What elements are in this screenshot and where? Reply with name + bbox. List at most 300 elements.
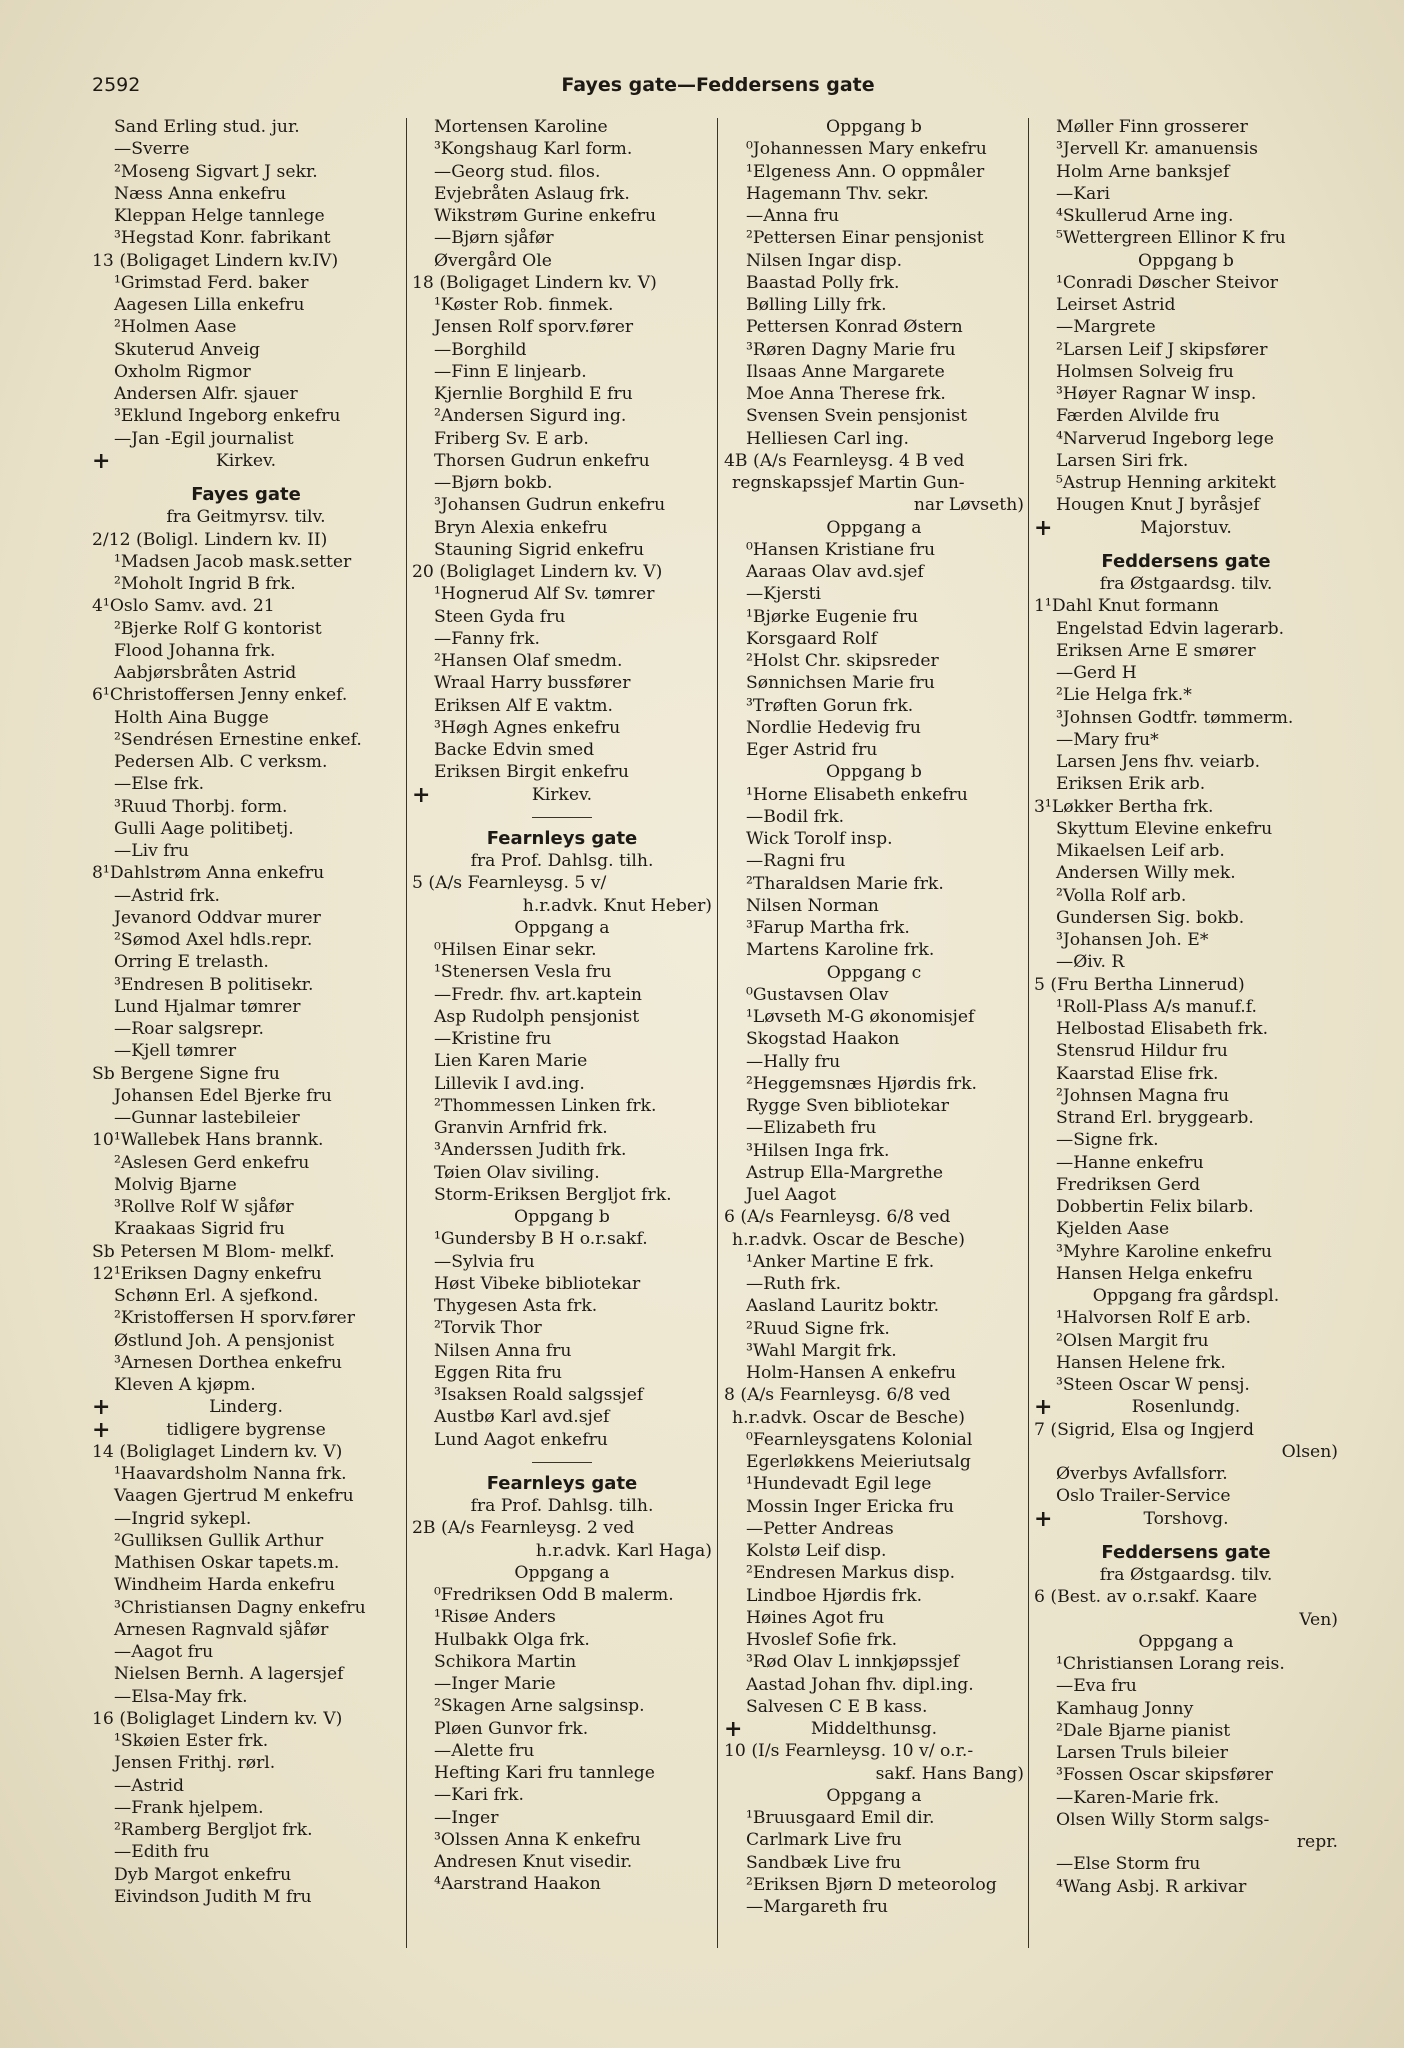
directory-entry: —Else frk.	[114, 774, 205, 795]
cross-street	[1034, 514, 1338, 541]
directory-entry: —Inger	[434, 1807, 499, 1828]
directory-entry: ³Isaksen Roald salgssjef	[434, 1385, 644, 1405]
spacer	[92, 472, 400, 484]
column-2	[412, 116, 712, 2016]
directory-entry: ²Aslesen Gerd enkefru	[114, 1152, 310, 1173]
directory-entry: —Elizabeth fru	[746, 1118, 877, 1139]
directory-entry: Ilsaas Anne Margarete	[746, 361, 945, 382]
directory-entry: Skuterud Anveig	[114, 339, 260, 360]
directory-entry: ²Larsen Leif J skipsfører	[1056, 339, 1268, 360]
directory-entry: ²Pettersen Einar pensjonist	[746, 228, 984, 249]
directory-entry: ²Eriksen Bjørn D meteorolog	[746, 1874, 997, 1895]
directory-entry: Høst Vibeke bibliotekar	[434, 1273, 641, 1294]
directory-entry: ²Kristoffersen H sporv.fører	[114, 1308, 355, 1329]
directory-entry: —Signe frk.	[1056, 1130, 1159, 1151]
directory-entry: ⁵Astrup Henning arkitekt	[1056, 473, 1276, 493]
directory-entry: h.r.advk. Oscar de Besche)	[732, 1229, 965, 1250]
directory-entry: Andresen Knut visedir.	[434, 1852, 633, 1872]
directory-entry: ³Fossen Oscar skipsfører	[1056, 1765, 1273, 1786]
sub-heading: fra Prof. Dahlsg. tilh.	[470, 1496, 654, 1516]
directory-entry: Vaagen Gjertrud M enkefru	[114, 1486, 354, 1507]
sub-heading: Oppgang b	[826, 117, 922, 137]
cross-street	[1034, 1394, 1338, 1421]
directory-entry: ³Christiansen Dagny enkefru	[114, 1597, 366, 1618]
directory-entry: Flood Johanna frk.	[114, 640, 276, 661]
directory-entry: regnskapssjef Martin Gun-	[732, 473, 965, 493]
directory-entry: Hansen Helga enkefru	[1056, 1263, 1253, 1284]
directory-entry: ¹Conradi Døscher Steivor	[1056, 272, 1279, 293]
directory-entry: Kaarstad Elise frk.	[1056, 1063, 1219, 1084]
directory-entry: Wikstrøm Gurine enkefru	[434, 206, 657, 226]
directory-entry: Gulli Aage politibetj.	[114, 818, 294, 839]
directory-entry: Storm-Eriksen Bergljot frk.	[434, 1184, 672, 1205]
directory-entry: ²Endresen Markus disp.	[746, 1563, 956, 1584]
directory-entry: ¹Hognerud Alf Sv. tømrer	[434, 584, 655, 605]
directory-entry: Schønn Erl. A sjefkond.	[114, 1286, 319, 1306]
directory-entry: —Bjørn sjåfør	[434, 228, 554, 249]
directory-entry: —Jan -Egil journalist	[114, 428, 294, 449]
directory-entry: —Liv fru	[114, 841, 189, 861]
directory-entry: Engelstad Edvin lagerarb.	[1056, 618, 1285, 639]
directory-entry: Stensrud Hildur fru	[1056, 1041, 1228, 1062]
directory-entry: ⁰Hilsen Einar sekr.	[434, 940, 597, 960]
cross-street	[92, 1416, 400, 1443]
directory-entry: 8 (A/s Fearnleysg. 6/8 ved	[724, 1385, 951, 1406]
directory-entry: Moe Anna Therese frk.	[746, 384, 946, 404]
directory-entry: Hansen Helene frk.	[1056, 1352, 1226, 1373]
sub-heading: fra Østgaardsg. tilv.	[1099, 574, 1273, 594]
cross-street-label: Torshovg.	[1143, 1508, 1229, 1529]
directory-entry: ³Rollve Rolf W sjåfør	[114, 1197, 294, 1217]
directory-entry: Svensen Svein pensjonist	[746, 406, 967, 427]
directory-entry: —Margareth fru	[746, 1897, 888, 1917]
directory-entry: Rygge Sven bibliotekar	[746, 1096, 949, 1116]
directory-entry: —Bjørn bokb.	[434, 473, 553, 493]
directory-entry: Leirset Astrid	[1056, 295, 1176, 315]
directory-entry: Wraal Harry bussfører	[434, 673, 631, 694]
directory-entry: Granvin Arnfrid frk.	[434, 1118, 608, 1138]
directory-entry: Dobbertin Felix bilarb.	[1056, 1197, 1254, 1217]
directory-entry: Andersen Willy mek.	[1056, 863, 1236, 884]
directory-entry: Kjelden Aase	[1056, 1219, 1170, 1240]
directory-entry: ³Kongshaug Karl form.	[434, 139, 633, 160]
directory-entry: —Øiv. R	[1056, 952, 1125, 973]
spacer	[1034, 1530, 1338, 1542]
directory-entry: Høines Agot fru	[746, 1607, 885, 1628]
directory-entry: ³Ruud Thorbj. form.	[114, 796, 288, 817]
directory-entry: ²Torvik Thor	[434, 1318, 542, 1339]
directory-entry: Friberg Sv. E arb.	[434, 428, 589, 449]
directory-entry: Lindboe Hjørdis frk.	[746, 1585, 923, 1606]
directory-entry: —Gunnar lastebileier	[114, 1108, 300, 1128]
column-divider	[717, 118, 718, 1948]
directory-entry: ³Wahl Margit frk.	[746, 1340, 897, 1361]
directory-entry: 5 (A/s Fearnleysg. 5 v/	[412, 873, 607, 894]
directory-entry: —Inger Marie	[434, 1674, 556, 1694]
directory-entry: Astrup Ella-Margrethe	[746, 1162, 944, 1183]
directory-entry: Eger Astrid fru	[746, 740, 878, 760]
directory-entry: ³Høgh Agnes enkefru	[434, 717, 621, 738]
directory-entry: Johansen Edel Bjerke fru	[114, 1085, 332, 1106]
directory-entry: Holth Aina Bugge	[114, 707, 269, 728]
directory-entry: —Aagot fru	[114, 1642, 214, 1662]
directory-entry: Nilsen Norman	[746, 895, 879, 916]
cross-street-icon: +	[1034, 1394, 1053, 1421]
directory-entry: —Borghild	[434, 339, 527, 360]
directory-entry: Næss Anna enkefru	[114, 183, 287, 204]
directory-entry: ¹Haavardsholm Nanna frk.	[114, 1464, 347, 1484]
directory-entry: Nilsen Anna fru	[434, 1340, 572, 1361]
directory-entry: —Petter Andreas	[746, 1518, 894, 1539]
directory-entry: Asp Rudolph pensjonist	[434, 1006, 640, 1027]
directory-entry: 6 (Best. av o.r.sakf. Kaare	[1034, 1587, 1258, 1608]
directory-entry: Kjernlie Borghild E fru	[434, 384, 633, 404]
directory-entry: Øvergård Ole	[434, 250, 552, 271]
directory-entry: 14 (Boliglaget Lindern kv. V)	[92, 1441, 343, 1462]
directory-entry: ²Olsen Margit fru	[1056, 1330, 1209, 1351]
directory-entry: —Frank hjelpem.	[114, 1797, 264, 1818]
directory-entry: ¹Skøien Ester frk.	[114, 1731, 269, 1751]
spacer	[1034, 539, 1338, 551]
cross-street-icon: +	[92, 1416, 111, 1443]
directory-entry: —Sylvia fru	[434, 1251, 535, 1272]
directory-entry: ²Dale Bjarne pianist	[1056, 1720, 1231, 1741]
directory-entry: Østlund Joh. A pensjonist	[114, 1330, 335, 1351]
directory-entry: 1¹Dahl Knut formann	[1034, 596, 1219, 617]
directory-entry: Jensen Rolf sporv.fører	[434, 317, 634, 338]
directory-entry: Larsen Truls bileier	[1056, 1743, 1228, 1763]
directory-entry: Oxholm Rigmor	[114, 361, 251, 382]
directory-entry: 18 (Boligaget Lindern kv. V)	[412, 272, 657, 293]
directory-entry: —Mary fru*	[1056, 729, 1159, 750]
directory-entry: ⁰Fearnleysgatens Kolonial	[746, 1429, 973, 1450]
directory-entry: Skyttum Elevine enkefru	[1056, 818, 1273, 839]
directory-entry: ⁴Skullerud Arne ing.	[1056, 206, 1234, 226]
directory-entry: Nordlie Hedevig fru	[746, 717, 921, 738]
directory-entry: —Eva fru	[1056, 1676, 1137, 1697]
directory-entry: 7 (Sigrid, Elsa og Ingjerd	[1034, 1419, 1254, 1440]
directory-entry: ³Steen Oscar W pensj.	[1056, 1375, 1250, 1395]
directory-entry: Sandbæk Live fru	[746, 1852, 902, 1873]
cross-street-label: Majorstuv.	[1140, 517, 1232, 538]
directory-entry: —Anna fru	[746, 206, 840, 226]
directory-entry: Mortensen Karoline	[434, 117, 608, 137]
sub-heading: Oppgang a	[1138, 1631, 1234, 1652]
directory-entry: Mikaelsen Leif arb.	[1056, 841, 1225, 861]
directory-entry: Baastad Polly frk.	[746, 272, 900, 293]
cross-street-icon: +	[92, 447, 111, 474]
sub-heading: fra Østgaardsg. tilv.	[1099, 1565, 1273, 1585]
directory-entry: ³Høyer Ragnar W insp.	[1056, 384, 1257, 404]
directory-entry: Molvig Bjarne	[114, 1174, 237, 1195]
directory-entry: Hvoslef Sofie frk.	[746, 1630, 898, 1650]
directory-entry: —Bodil frk.	[746, 806, 845, 827]
directory-entry: Eriksen Alf E vaktm.	[434, 695, 613, 716]
directory-entry: Kamhaug Jonny	[1056, 1698, 1194, 1719]
directory-entry: Olsen Willy Storm salgs-	[1056, 1809, 1270, 1830]
directory-entry: ¹Horne Elisabeth enkefru	[746, 784, 968, 805]
directory-entry: Olsen)	[1281, 1441, 1338, 1462]
directory-entry: —Ragni fru	[746, 851, 846, 872]
directory-entry: ²Ruud Signe frk.	[746, 1318, 890, 1339]
cross-street	[1034, 1505, 1338, 1532]
directory-entry: Pettersen Konrad Østern	[746, 317, 963, 338]
directory-entry: Bølling Lilly frk.	[746, 295, 887, 315]
sub-heading: fra Prof. Dahlsg. tilh.	[470, 851, 654, 871]
directory-entry: —Hally fru	[746, 1051, 841, 1072]
directory-entry: Aabjørsbråten Astrid	[114, 663, 297, 683]
running-title: Fayes gate—Feddersens gate	[561, 74, 875, 96]
directory-entry: —Astrid frk.	[114, 885, 220, 906]
sub-heading: Oppgang a	[826, 1785, 922, 1806]
directory-entry: ³Endresen B politisekr.	[114, 974, 314, 995]
directory-entry: Øverbys Avfallsforr.	[1056, 1464, 1228, 1484]
directory-entry: Aasland Lauritz boktr.	[746, 1296, 940, 1317]
directory-entry: ¹Christiansen Lorang reis.	[1056, 1654, 1285, 1674]
directory-entry: Thygesen Asta frk.	[434, 1296, 598, 1316]
directory-entry: repr.	[1296, 1832, 1338, 1852]
directory-entry: ³Olssen Anna K enkefru	[434, 1829, 641, 1850]
cross-street-icon: +	[92, 1394, 111, 1421]
directory-entry: Pedersen Alb. C verksm.	[114, 752, 328, 772]
directory-entry: Steen Gyda fru	[434, 606, 566, 627]
directory-entry: ¹Grimstad Ferd. baker	[114, 272, 309, 293]
directory-entry: Eriksen Birgit enkefru	[434, 762, 629, 783]
directory-entry: Eggen Rita fru	[434, 1362, 562, 1383]
cross-street-icon: +	[724, 1716, 743, 1742]
directory-entry: 4¹Oslo Samv. avd. 21	[92, 596, 275, 617]
directory-entry: Hulbakk Olga frk.	[434, 1629, 590, 1650]
directory-entry: —Edith fru	[114, 1842, 210, 1863]
directory-entry: ³Johansen Joh. E*	[1056, 930, 1209, 950]
section-divider	[412, 806, 712, 828]
directory-entry: Schikora Martin	[434, 1651, 577, 1672]
directory-entry: Holm Arne banksjef	[1056, 161, 1230, 182]
directory-entry: ²Johnsen Magna fru	[1056, 1085, 1230, 1106]
street-heading: Feddersens gate	[1101, 1541, 1271, 1563]
directory-entry: Larsen Siri frk.	[1056, 450, 1189, 471]
directory-entry: Bryn Alexia enkefru	[434, 517, 608, 538]
directory-entry: ³Rød Olav L innkjøpssjef	[746, 1652, 960, 1673]
directory-entry: Gundersen Sig. bokb.	[1056, 907, 1245, 928]
cross-street-label: tidligere bygrense	[166, 1419, 326, 1440]
directory-entry: Jevanord Oddvar murer	[114, 907, 321, 928]
cross-street-label: Kirkev.	[215, 450, 277, 471]
cross-street-label: Linderg.	[209, 1397, 283, 1418]
directory-entry: Dyb Margot enkefru	[114, 1864, 292, 1885]
directory-entry: Holmsen Solveig fru	[1056, 361, 1234, 382]
directory-entry: —Alette fru	[434, 1740, 535, 1761]
directory-entry: Eriksen Arne E smører	[1056, 640, 1256, 661]
directory-entry: —Margrete	[1056, 317, 1156, 338]
sub-heading: Oppgang b	[826, 762, 922, 783]
directory-entry: Arnesen Ragnvald sjåfør	[114, 1619, 329, 1640]
cross-street-icon: +	[1034, 514, 1053, 541]
directory-entry: —Sverre	[114, 139, 190, 160]
column-1	[92, 116, 400, 2016]
directory-entry: Helbostad Elisabeth frk.	[1056, 1019, 1269, 1039]
directory-entry: ²Sendrésen Ernestine enkef.	[114, 729, 362, 750]
directory-entry: ²Holmen Aase	[114, 317, 237, 338]
directory-entry: 3¹Løkker Bertha frk.	[1034, 796, 1214, 817]
directory-entry: Korsgaard Rolf	[746, 628, 878, 649]
directory-entry: Skogstad Haakon	[746, 1029, 900, 1050]
directory-entry: 6 (A/s Fearnleysg. 6/8 ved	[724, 1207, 951, 1228]
cross-street-label: Kirkev.	[531, 784, 593, 805]
directory-entry: Backe Edvin smed	[434, 740, 595, 760]
directory-entry: Ven)	[1299, 1609, 1338, 1630]
directory-entry: Mathisen Oskar tapets.m.	[114, 1553, 340, 1573]
directory-entry: Helliesen Carl ing.	[746, 428, 909, 449]
directory-entry: ³Hilsen Inga frk.	[746, 1140, 890, 1161]
directory-entry: Hougen Knut J byråsjef	[1056, 495, 1260, 516]
directory-entry: Lien Karen Marie	[434, 1051, 588, 1072]
directory-entry: —Kristine fru	[434, 1029, 552, 1049]
directory-entry: —Fredr. fhv. art.kaptein	[434, 984, 642, 1005]
directory-entry: ¹Gundersby B H o.r.sakf.	[434, 1229, 648, 1250]
directory-entry: —Else Storm fru	[1056, 1854, 1201, 1875]
directory-entry: Færden Alvilde fru	[1056, 406, 1220, 427]
directory-entry: Wick Torolf insp.	[746, 829, 893, 849]
directory-entry: ¹Stenersen Vesla fru	[434, 962, 612, 983]
directory-entry: ³Anderssen Judith frk.	[434, 1140, 627, 1161]
directory-entry: —Kari frk.	[434, 1785, 524, 1806]
column-divider	[406, 118, 407, 1948]
directory-entry: Holm-Hansen A enkefru	[746, 1363, 957, 1383]
directory-entry: h.r.advk. Oscar de Besche)	[732, 1407, 965, 1428]
directory-entry: —Roar salgsrepr.	[114, 1019, 264, 1039]
directory-entry: ²Moholt Ingrid B frk.	[114, 574, 296, 594]
directory-entry: ¹Bruusgaard Emil dir.	[746, 1808, 935, 1828]
directory-entry: ²Holst Chr. skipsreder	[746, 651, 939, 671]
directory-entry: —Ingrid sykepl.	[114, 1508, 252, 1529]
directory-entry: Eivindson Judith M fru	[114, 1886, 312, 1907]
directory-entry: ²Ramberg Bergljot frk.	[114, 1820, 313, 1840]
directory-entry: Aagesen Lilla enkefru	[114, 295, 305, 315]
directory-entry: ¹Roll-Plass A/s manuf.f.	[1056, 996, 1257, 1017]
directory-entry: Lund Hjalmar tømrer	[114, 996, 301, 1017]
cross-street-icon: +	[412, 781, 431, 808]
directory-entry: 4B (A/s Fearnleysg. 4 B ved	[724, 450, 965, 471]
directory-entry: Sønnichsen Marie fru	[746, 673, 935, 694]
directory-entry: Egerløkkens Meieriutsalg	[746, 1452, 971, 1472]
directory-entry: ²Tharaldsen Marie frk.	[746, 873, 944, 894]
directory-entry: Andersen Alfr. sjauer	[114, 384, 298, 404]
column-divider	[1028, 118, 1029, 1948]
directory-entry: Pløen Gunvor frk.	[434, 1718, 589, 1739]
directory-entry: ³Arnesen Dorthea enkefru	[114, 1352, 342, 1373]
cross-street	[724, 1718, 1024, 1740]
directory-entry: h.r.advk. Knut Heber)	[522, 895, 712, 916]
directory-entry: Sb Bergene Signe fru	[92, 1063, 280, 1084]
directory-entry: Fredriksen Gerd	[1056, 1174, 1201, 1195]
directory-entry: ³Farup Martha frk.	[746, 918, 910, 938]
directory-entry: —Kjersti	[746, 584, 821, 605]
directory-entry: 10¹Wallebek Hans brannk.	[92, 1130, 324, 1151]
directory-entry: Stauning Sigrid enkefru	[434, 539, 645, 560]
directory-entry: Juel Aagot	[746, 1185, 837, 1205]
directory-entry: Kleven A kjøpm.	[114, 1375, 256, 1395]
directory-entry: 6¹Christoffersen Jenny enkef.	[92, 685, 348, 706]
directory-entry: Lund Aagot enkefru	[434, 1429, 608, 1450]
directory-entry: ²Andersen Sigurd ing.	[434, 406, 627, 427]
directory-entry: Kleppan Helge tannlege	[114, 206, 325, 226]
directory-entry: 12¹Eriksen Dagny enkefru	[92, 1263, 322, 1284]
directory-entry: ³Johnsen Godtfr. tømmerm.	[1056, 707, 1294, 728]
directory-entry: sakf. Hans Bang)	[875, 1763, 1024, 1784]
directory-entry: 5 (Fru Bertha Linnerud)	[1034, 974, 1245, 995]
directory-entry: —Karen-Marie frk.	[1056, 1787, 1220, 1808]
directory-entry: Aastad Johan fhv. dipl.ing.	[746, 1674, 974, 1695]
directory-entry: ³Trøften Gorun frk.	[746, 695, 914, 716]
directory-entry: —Finn E linjearb.	[434, 361, 587, 382]
directory-entry: Sb Petersen M Blom- melkf.	[92, 1241, 335, 1262]
directory-entry: ¹Anker Martine E frk.	[746, 1251, 935, 1272]
sub-heading: Oppgang a	[826, 517, 922, 538]
directory-entry: ⁰Johannessen Mary enkefru	[746, 139, 987, 160]
directory-entry: Austbø Karl avd.sjef	[434, 1407, 610, 1428]
directory-entry: Jensen Frithj. rørl.	[114, 1753, 276, 1774]
directory-entry: Aaraas Olav avd.sjef	[746, 562, 924, 582]
directory-entry: ¹Elgeness Ann. O oppmåler	[746, 161, 985, 182]
directory-entry: Hagemann Thv. sekr.	[746, 183, 929, 204]
directory-entry: ²Skagen Arne salgsinsp.	[434, 1696, 645, 1717]
directory-entry: —Elsa-May frk.	[114, 1686, 248, 1707]
directory-entry: ⁰Gustavsen Olav	[746, 984, 889, 1005]
street-heading: Fearnleys gate	[486, 827, 638, 849]
directory-entry: ¹Madsen Jacob mask.setter	[114, 551, 352, 572]
page-header	[92, 74, 1344, 104]
directory-entry: —Georg stud. filos.	[434, 161, 601, 182]
directory-entry: ⁴Aarstrand Haakon	[434, 1874, 601, 1895]
directory-entry: ³Johansen Gudrun enkefru	[434, 495, 666, 516]
cross-street-label: Middelthunsg.	[810, 1719, 938, 1739]
sub-heading: Oppgang c	[826, 962, 922, 983]
directory-entry: —Ruth frk.	[746, 1274, 842, 1294]
directory-entry: ²Sømod Axel hdls.repr.	[114, 930, 313, 950]
directory-entry: ⁴Narverud Ingeborg lege	[1056, 428, 1274, 449]
directory-entry: ¹Hundevadt Egil lege	[746, 1474, 932, 1495]
cross-street	[412, 781, 712, 808]
directory-entry: Tøien Olav siviling.	[434, 1162, 600, 1183]
column-4	[1034, 116, 1338, 2016]
column-3	[724, 116, 1024, 2016]
directory-entry: —Kari	[1056, 183, 1110, 204]
directory-entry: ²Hansen Olaf smedm.	[434, 651, 623, 671]
sub-heading: Oppgang a	[514, 917, 610, 938]
directory-entry: Lillevik I avd.ing.	[434, 1073, 585, 1094]
cross-street-label: Rosenlundg.	[1131, 1397, 1241, 1418]
directory-entry: ⁴Wang Asbj. R arkivar	[1056, 1876, 1247, 1897]
sub-heading: Oppgang b	[1138, 250, 1234, 271]
directory-entry: Oslo Trailer-Service	[1056, 1486, 1231, 1507]
directory-entry: ²Lie Helga frk.*	[1056, 685, 1192, 706]
directory-entry: ³Myhre Karoline enkefru	[1056, 1241, 1272, 1262]
directory-entry: Thorsen Gudrun enkefru	[434, 450, 650, 471]
directory-entry: ¹Bjørke Eugenie fru	[746, 606, 919, 627]
directory-entry: ¹Køster Rob. finmek.	[434, 295, 614, 315]
directory-entry: ³Jervell Kr. amanuensis	[1056, 139, 1258, 160]
directory-entry: 10 (I/s Fearnleysg. 10 v/ o.r.-	[724, 1741, 974, 1762]
directory-entry: ⁰Hansen Kristiane fru	[746, 539, 936, 560]
directory-entry: ³Røren Dagny Marie fru	[746, 339, 956, 360]
directory-entry: Nielsen Bernh. A lagersjef	[114, 1664, 344, 1685]
directory-entry: h.r.advk. Karl Haga)	[535, 1540, 712, 1561]
directory-entry: ²Thommessen Linken frk.	[434, 1095, 657, 1116]
directory-entry: ²Bjerke Rolf G kontorist	[114, 618, 322, 639]
directory-entry: 2B (A/s Fearnleysg. 2 ved	[412, 1518, 635, 1539]
directory-entry: Kolstø Leif disp.	[746, 1541, 887, 1561]
